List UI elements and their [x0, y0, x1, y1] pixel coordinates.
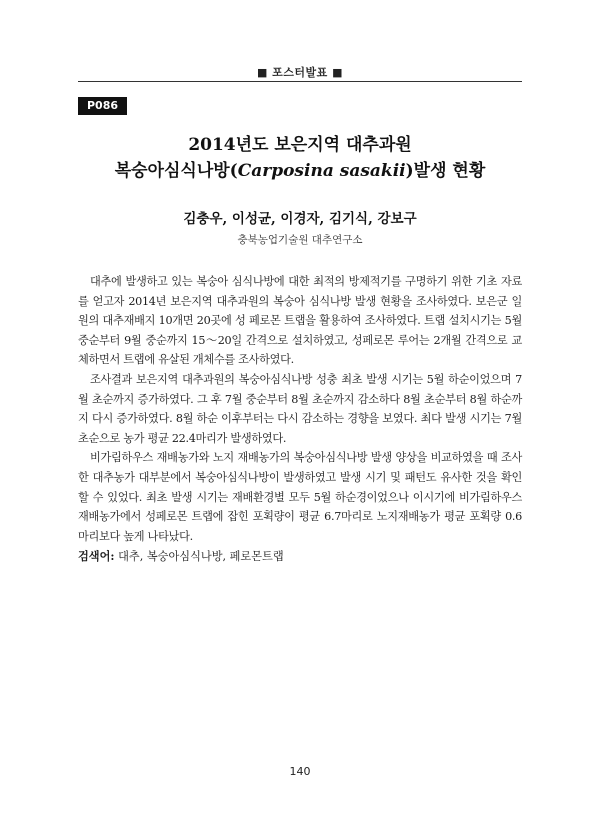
header-divider	[78, 81, 522, 82]
keywords-line	[78, 548, 522, 564]
author-affiliation: 충북농업기술원 대추연구소	[237, 234, 363, 246]
paper-title	[78, 132, 522, 184]
scientific-name: Carposina sasakii	[237, 161, 406, 181]
abstract-paragraph: 조사결과 보은지역 대추과원의 복숭아심식나방 성충 최초 발생 시기는 5월 하순이었으며 7월 초순까지 증가하였다. 그 후 7월 중순부터 8월 초순까지 감소하다 8월 초순부터 8월 하순까지 다시 증가하였다. 8월 하순 이후부터는 다시 감소하는 경향을 보였다. 최다 발생 시기는 7월 초순으로 농가 평균 22.4마리가 발생하였다.	[78, 372, 522, 445]
title-line-1: 2014년도 보은지역 대추과원	[188, 135, 412, 155]
abstract-paragraph: 비가림하우스 재배농가와 노지 재배농가의 복숭아심식나방 발생 양상을 비교하였을 때 조사한 대추농가 대부분에서 복숭아심식나방이 발생하였고 발생 시기 및 패턴도 유사한 것을 확인할 수 있었다. 최초 발생 시기는 재배환경별 모두 5월 하순경이었으나 이시기에 비가림하우스 재배농가에서 성페로몬 트랩에 잡힌 포획량이 평균 6.7마리로 노지재배농가 평균 포획량 0.6마리보다 높게 나타났다.	[78, 451, 522, 543]
title-line-2	[78, 158, 522, 184]
section-header-label: ■ 포스터발표 ■	[256, 66, 344, 79]
author-list: 김충우, 이성균, 이경자, 김기식, 강보구	[183, 211, 417, 227]
keywords-label: 검색어:	[78, 549, 115, 563]
title-line-2-prefix: 복숭아심식나방(	[114, 161, 238, 181]
keywords-values: 대추, 복숭아심식나방, 페로몬트랩	[118, 550, 284, 563]
abstract-paragraph: 대추에 발생하고 있는 복숭아 심식나방에 대한 최적의 방제적기를 구명하기 위한 기초 자료를 얻고자 2014년 보은지역 대추과원의 복숭아 심식나방 발생 현황을 조사하였다. 보은군 일원의 대추재배지 10개면 20곳에 성 페로몬 트랩을 활용하여 조사하였다. 트랩 설치시기는 5월 중순부터 9월 중순까지 15～20일 간격으로 설치하였고, 성페로몬 루어는 2개월 간격으로 교체하면서 트랩에 유살된 개체수를 조사하였다.	[78, 275, 522, 367]
abstract-body	[78, 272, 522, 546]
title-line-2-suffix: )발생 현황	[405, 161, 486, 181]
page-number: 140	[289, 765, 311, 778]
poster-id-badge: P086	[78, 97, 127, 115]
